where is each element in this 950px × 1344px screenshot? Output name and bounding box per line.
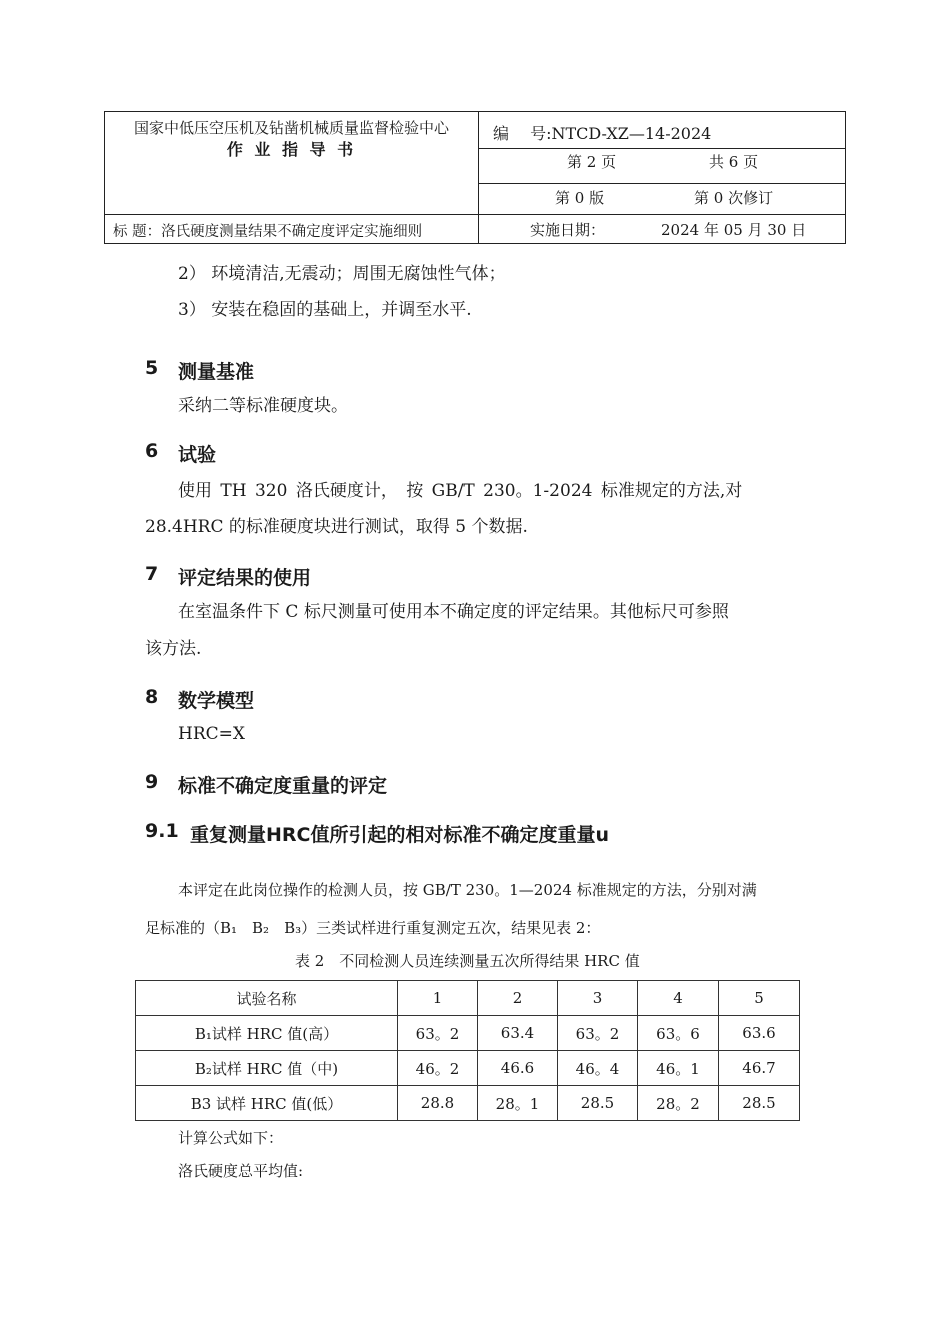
divider [105, 214, 845, 215]
table-cell: 28.5 [719, 1086, 800, 1121]
divider [478, 183, 845, 184]
total-pages: 共 6 页 [709, 153, 759, 171]
section-heading: 数学模型 [178, 690, 255, 712]
table-header-cell: 试验名称 [136, 981, 398, 1016]
table-cell: 46。2 [398, 1051, 478, 1086]
table-cell: B₁试样 HRC 值(高） [136, 1016, 398, 1051]
section-heading: 评定结果的使用 [178, 567, 312, 589]
section-number: 9 [145, 771, 159, 793]
table-row [136, 1086, 800, 1121]
results-table [135, 980, 800, 1121]
revision: 第 0 次修订 [694, 189, 774, 207]
page-number: 第 2 页 [567, 153, 617, 171]
paragraph-line: 本评定在此岗位操作的检测人员，按 GB/T 230。1—2024 标准规定的方法，分别对满 [178, 881, 757, 899]
paragraph-line: 足标准的（B₁ B₂ B₃）三类试样进行重复测定五次，结果见表 2： [145, 919, 601, 937]
table-header-cell: 3 [558, 981, 638, 1016]
table-header-cell: 5 [719, 981, 800, 1016]
table-cell: 46.6 [478, 1051, 558, 1086]
section-number: 5 [145, 357, 159, 379]
table-header-cell: 1 [398, 981, 478, 1016]
paragraph: 采纳二等标准硬度块。 [178, 396, 348, 416]
table-header-row [136, 981, 800, 1016]
paragraph-line: 使用 TH 320 洛氏硬度计， 按 GB/T 230。1-2024 标准规定的方法,对 [178, 481, 743, 501]
doc-type: 作 业 指 导 书 [226, 140, 357, 159]
doc-number: 编 号:NTCD-XZ—14-2024 [493, 124, 712, 143]
paragraph-line: 计算公式如下： [178, 1129, 284, 1147]
table-header-cell: 2 [478, 981, 558, 1016]
table-cell: 28.8 [398, 1086, 478, 1121]
table-caption: 表 2 不同检测人员连续测量五次所得结果 HRC 值 [295, 952, 640, 970]
table-cell: 46。4 [558, 1051, 638, 1086]
section-number: 8 [145, 686, 159, 708]
subsection-number: 9.1 [145, 820, 179, 842]
divider [478, 148, 845, 149]
paragraph-line: 该方法. [145, 639, 202, 659]
table-header-cell: 4 [638, 981, 719, 1016]
table-cell: 63.6 [719, 1016, 800, 1051]
table-cell: 28。1 [478, 1086, 558, 1121]
table-cell: 46.7 [719, 1051, 800, 1086]
section-heading: 试验 [178, 444, 217, 466]
formula: HRC=X [178, 724, 245, 744]
table-row [136, 1051, 800, 1086]
table-cell: 28。2 [638, 1086, 719, 1121]
list-item: 2） 环境清洁,无震动；周围无腐蚀性气体； [178, 264, 506, 284]
table-cell: 46。1 [638, 1051, 719, 1086]
impl-date: 2024 年 05 月 30 日 [661, 221, 807, 239]
section-number: 6 [145, 440, 159, 462]
section-number: 7 [145, 563, 159, 585]
table-cell: B₂试样 HRC 值（中) [136, 1051, 398, 1086]
table-cell: B3 试样 HRC 值(低） [136, 1086, 398, 1121]
table-cell: 63.4 [478, 1016, 558, 1051]
table-cell: 28.5 [558, 1086, 638, 1121]
subsection-heading: 重复测量HRC值所引起的相对标准不确定度重量u [190, 824, 610, 846]
section-heading: 标准不确定度重量的评定 [178, 775, 388, 797]
header-table [104, 111, 846, 244]
section-heading: 测量基准 [178, 361, 255, 383]
divider [478, 112, 479, 243]
paragraph-line: 28.4HRC 的标准硬度块进行测试，取得 5 个数据. [145, 517, 528, 537]
paragraph-line: 在室温条件下 C 标尺测量可使用本不确定度的评定结果。其他标尺可参照 [178, 602, 729, 622]
table-cell: 63。2 [558, 1016, 638, 1051]
list-item: 3） 安装在稳固的基础上，并调至水平. [178, 300, 472, 320]
table-row [136, 1016, 800, 1051]
doc-title: 标 题：洛氏硬度测量结果不确定度评定实施细则 [113, 224, 423, 240]
impl-date-label: 实施日期： [530, 221, 606, 239]
edition: 第 0 版 [555, 189, 605, 207]
paragraph-line: 洛氏硬度总平均值: [178, 1162, 304, 1180]
table-cell: 63。6 [638, 1016, 719, 1051]
table-cell: 63。2 [398, 1016, 478, 1051]
org-name: 国家中低压空压机及钻凿机械质量监督检验中心 [133, 119, 449, 137]
